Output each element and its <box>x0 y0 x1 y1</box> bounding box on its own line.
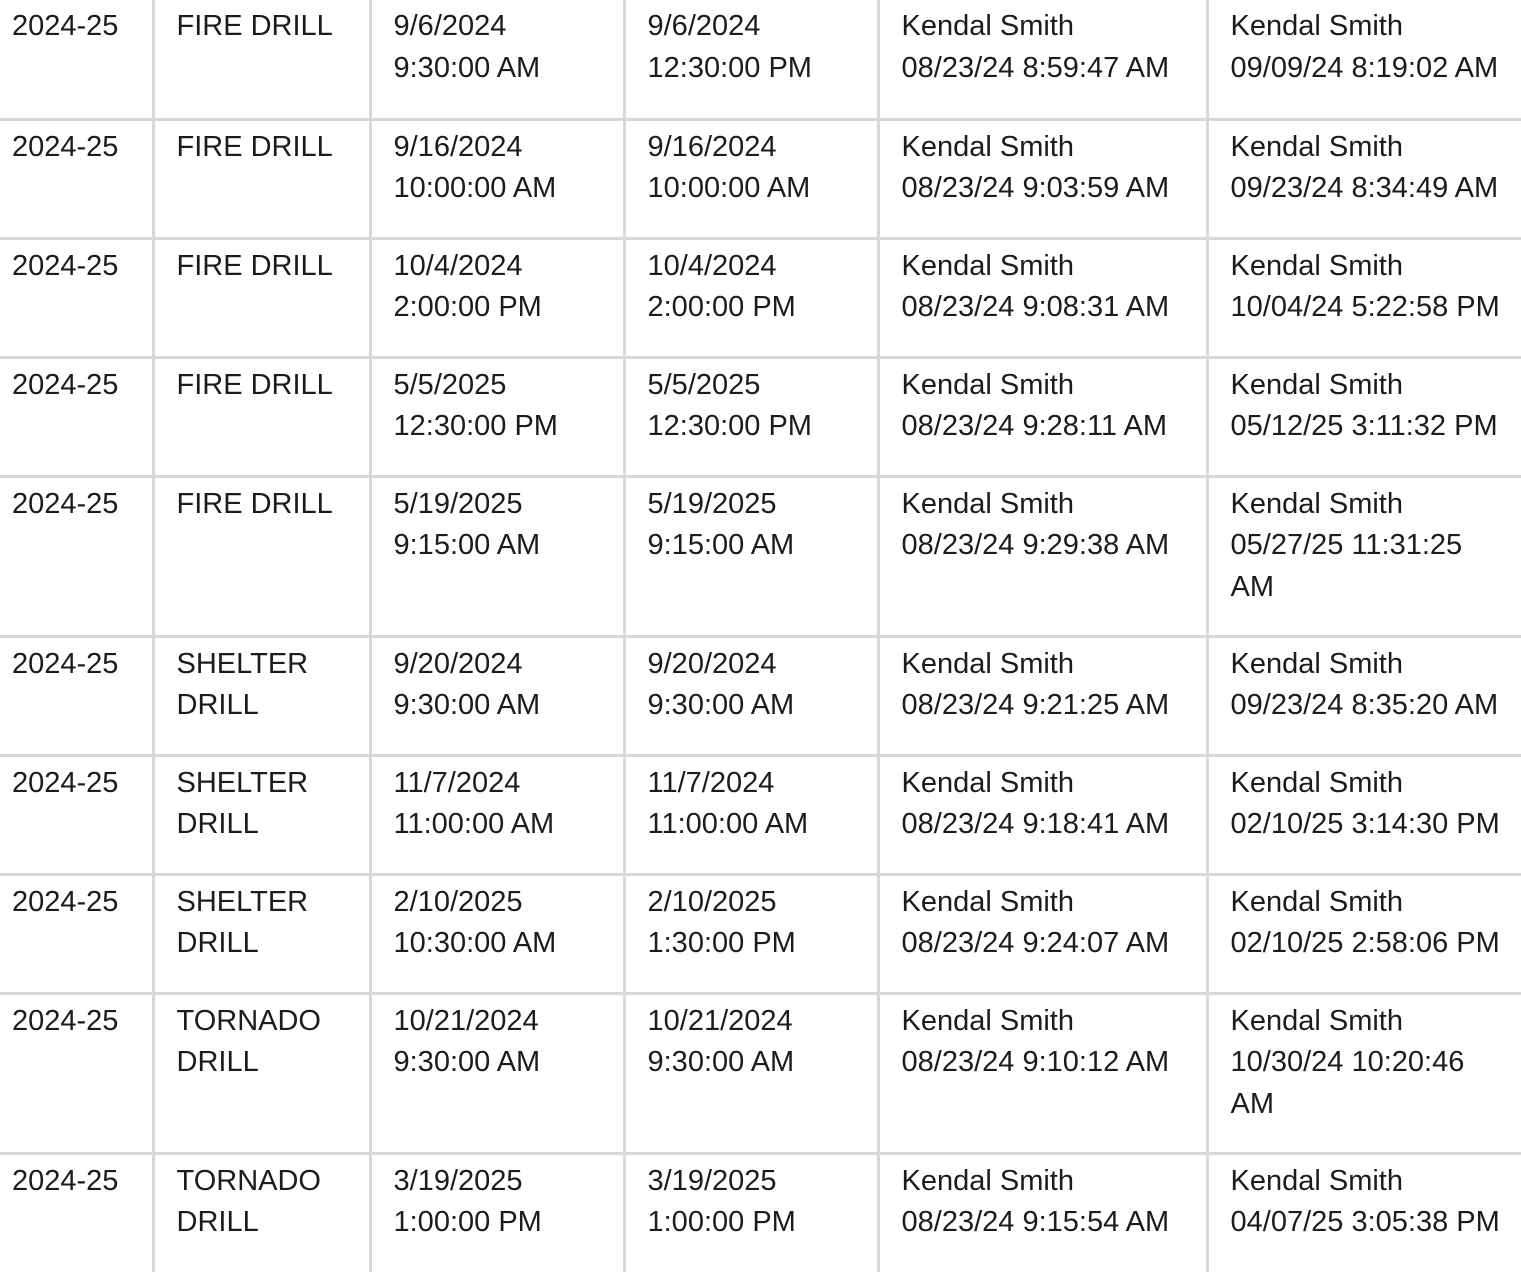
created-by: Kendal Smith <box>901 647 1074 680</box>
table-row <box>0 119 1521 238</box>
start-cell <box>370 1153 624 1272</box>
end-time: 9:15:00 AM <box>647 529 795 561</box>
start-time: 1:00:00 PM <box>393 1206 542 1238</box>
modified-cell <box>1207 119 1521 238</box>
end-date: 9/16/2024 <box>647 130 777 163</box>
start-cell <box>370 238 624 357</box>
drill-type-cell <box>153 1153 370 1272</box>
created-by: Kendal Smith <box>901 1164 1074 1197</box>
modified-by: Kendal Smith <box>1230 766 1403 799</box>
modified-by: Kendal Smith <box>1230 10 1403 42</box>
end-date: 10/4/2024 <box>647 249 777 282</box>
end-time: 11:00:00 AM <box>647 808 809 840</box>
created-cell <box>878 357 1207 476</box>
start-date: 9/16/2024 <box>393 130 523 163</box>
created-at: 08/23/24 9:21:25 AM <box>901 689 1170 721</box>
drill-type-line1: FIRE DRILL <box>176 10 333 42</box>
modified-by: Kendal Smith <box>1230 1164 1403 1197</box>
table-row <box>0 1153 1521 1272</box>
end-date: 9/20/2024 <box>647 647 777 680</box>
end-date: 5/5/2025 <box>647 368 761 401</box>
modified-at: 05/27/25 11:31:25 AM <box>1230 529 1463 603</box>
year-cell <box>0 1153 153 1272</box>
start-time: 11:00:00 AM <box>393 808 555 840</box>
end-time: 10:00:00 AM <box>647 172 811 204</box>
year-text: 2024-25 <box>12 487 119 520</box>
drill-type-cell <box>153 238 370 357</box>
table-row <box>0 357 1521 476</box>
end-cell <box>624 755 878 874</box>
modified-at: 02/10/25 2:58:06 PM <box>1230 927 1500 959</box>
start-cell <box>370 0 624 119</box>
modified-by: Kendal Smith <box>1230 885 1403 918</box>
created-at: 08/23/24 9:15:54 AM <box>901 1206 1170 1238</box>
year-cell <box>0 476 153 636</box>
modified-cell <box>1207 755 1521 874</box>
created-at: 08/23/24 9:03:59 AM <box>901 172 1170 204</box>
modified-cell <box>1207 357 1521 476</box>
modified-by: Kendal Smith <box>1230 647 1403 680</box>
start-date: 10/4/2024 <box>393 249 523 282</box>
start-time: 9:30:00 AM <box>393 689 541 721</box>
end-cell <box>624 636 878 755</box>
start-date: 10/21/2024 <box>393 1004 539 1037</box>
drill-type-cell <box>153 993 370 1153</box>
year-cell <box>0 119 153 238</box>
year-cell <box>0 636 153 755</box>
modified-at: 05/12/25 3:11:32 PM <box>1230 410 1498 442</box>
drill-type-line1: FIRE DRILL <box>176 249 333 282</box>
table-row <box>0 238 1521 357</box>
table-row <box>0 993 1521 1153</box>
drill-type-line2: DRILL <box>176 1046 259 1078</box>
end-cell <box>624 874 878 993</box>
drill-type-line1: TORNADO <box>176 1164 321 1197</box>
drill-type-line2: DRILL <box>176 808 259 840</box>
created-at: 08/23/24 9:24:07 AM <box>901 927 1170 959</box>
modified-by: Kendal Smith <box>1230 487 1403 520</box>
created-by: Kendal Smith <box>901 130 1074 163</box>
end-date: 2/10/2025 <box>647 885 777 918</box>
drill-type-line2: DRILL <box>176 689 259 721</box>
start-date: 2/10/2025 <box>393 885 523 918</box>
drill-type-line1: SHELTER <box>176 885 309 918</box>
drill-type-line1: FIRE DRILL <box>176 130 333 163</box>
modified-at: 10/30/24 10:20:46 AM <box>1230 1046 1465 1120</box>
drill-type-cell <box>153 357 370 476</box>
modified-at: 10/04/24 5:22:58 PM <box>1230 291 1500 323</box>
created-at: 08/23/24 9:08:31 AM <box>901 291 1170 323</box>
created-cell <box>878 0 1207 119</box>
drill-type-line1: SHELTER <box>176 766 309 799</box>
end-time: 2:00:00 PM <box>647 291 796 323</box>
year-cell <box>0 357 153 476</box>
start-cell <box>370 636 624 755</box>
created-by: Kendal Smith <box>901 368 1074 401</box>
drill-type-line2: DRILL <box>176 927 259 959</box>
modified-at: 09/23/24 8:35:20 AM <box>1230 689 1499 721</box>
table-row <box>0 874 1521 993</box>
created-at: 08/23/24 9:18:41 AM <box>901 808 1170 840</box>
created-cell <box>878 993 1207 1153</box>
end-cell <box>624 1153 878 1272</box>
year-text: 2024-25 <box>12 1164 119 1197</box>
start-cell <box>370 476 624 636</box>
start-date: 3/19/2025 <box>393 1164 523 1197</box>
modified-at: 09/09/24 8:19:02 AM <box>1230 51 1499 84</box>
modified-at: 04/07/25 3:05:38 PM <box>1230 1206 1500 1238</box>
start-cell <box>370 993 624 1153</box>
modified-cell <box>1207 874 1521 993</box>
modified-by: Kendal Smith <box>1230 130 1403 163</box>
created-cell <box>878 874 1207 993</box>
end-date: 3/19/2025 <box>647 1164 777 1197</box>
created-at: 08/23/24 9:28:11 AM <box>901 410 1168 442</box>
created-by: Kendal Smith <box>901 766 1074 799</box>
modified-cell <box>1207 238 1521 357</box>
start-time: 9:30:00 AM <box>393 51 541 84</box>
modified-by: Kendal Smith <box>1230 249 1403 282</box>
created-cell <box>878 636 1207 755</box>
created-cell <box>878 476 1207 636</box>
year-cell <box>0 874 153 993</box>
created-by: Kendal Smith <box>901 249 1074 282</box>
year-text: 2024-25 <box>12 766 119 799</box>
year-cell <box>0 238 153 357</box>
year-text: 2024-25 <box>12 130 119 163</box>
modified-at: 09/23/24 8:34:49 AM <box>1230 172 1499 204</box>
year-text: 2024-25 <box>12 10 119 42</box>
modified-cell <box>1207 993 1521 1153</box>
year-cell <box>0 755 153 874</box>
end-cell <box>624 476 878 636</box>
start-date: 5/5/2025 <box>393 368 507 401</box>
start-date: 9/20/2024 <box>393 647 523 680</box>
created-cell <box>878 755 1207 874</box>
drill-type-line2: DRILL <box>176 1206 259 1238</box>
end-time: 12:30:00 PM <box>647 410 812 442</box>
end-date: 11/7/2024 <box>647 766 775 799</box>
end-cell <box>624 357 878 476</box>
start-cell <box>370 755 624 874</box>
created-at: 08/23/24 9:29:38 AM <box>901 529 1170 561</box>
drill-type-cell <box>153 0 370 119</box>
start-cell <box>370 119 624 238</box>
created-by: Kendal Smith <box>901 885 1074 918</box>
created-by: Kendal Smith <box>901 487 1074 520</box>
table-row <box>0 0 1521 119</box>
start-date: 5/19/2025 <box>393 487 523 520</box>
end-date: 9/6/2024 <box>647 10 761 42</box>
year-text: 2024-25 <box>12 647 119 680</box>
drill-type-line1: TORNADO <box>176 1004 321 1037</box>
table-row <box>0 476 1521 636</box>
drill-type-cell <box>153 476 370 636</box>
start-time: 2:00:00 PM <box>393 291 542 323</box>
end-cell <box>624 993 878 1153</box>
start-time: 10:30:00 AM <box>393 927 557 959</box>
start-time: 9:30:00 AM <box>393 1046 541 1078</box>
year-text: 2024-25 <box>12 249 119 282</box>
drill-type-cell <box>153 636 370 755</box>
end-time: 9:30:00 AM <box>647 1046 795 1078</box>
start-time: 12:30:00 PM <box>393 410 558 442</box>
year-cell <box>0 0 153 119</box>
modified-by: Kendal Smith <box>1230 1004 1403 1037</box>
start-date: 9/6/2024 <box>393 10 507 42</box>
created-cell <box>878 238 1207 357</box>
end-date: 5/19/2025 <box>647 487 777 520</box>
drill-type-line1: FIRE DRILL <box>176 368 333 401</box>
end-cell <box>624 0 878 119</box>
end-date: 10/21/2024 <box>647 1004 793 1037</box>
created-at: 08/23/24 8:59:47 AM <box>901 51 1170 84</box>
drill-type-line1: FIRE DRILL <box>176 487 333 520</box>
start-time: 10:00:00 AM <box>393 172 557 204</box>
created-by: Kendal Smith <box>901 10 1074 42</box>
modified-cell <box>1207 476 1521 636</box>
end-cell <box>624 238 878 357</box>
modified-cell <box>1207 1153 1521 1272</box>
year-cell <box>0 993 153 1153</box>
drill-type-cell <box>153 755 370 874</box>
end-cell <box>624 119 878 238</box>
modified-at: 02/10/25 3:14:30 PM <box>1230 808 1500 840</box>
drill-type-cell <box>153 119 370 238</box>
year-text: 2024-25 <box>12 1004 119 1037</box>
modified-by: Kendal Smith <box>1230 368 1403 401</box>
created-cell <box>878 1153 1207 1272</box>
end-time: 1:00:00 PM <box>647 1206 796 1238</box>
created-by: Kendal Smith <box>901 1004 1074 1037</box>
start-cell <box>370 357 624 476</box>
created-at: 08/23/24 9:10:12 AM <box>901 1046 1170 1078</box>
end-time: 1:30:00 PM <box>647 927 796 959</box>
end-time: 9:30:00 AM <box>647 689 795 721</box>
year-text: 2024-25 <box>12 368 119 401</box>
table-row <box>0 755 1521 874</box>
start-date: 11/7/2024 <box>393 766 521 799</box>
start-time: 9:15:00 AM <box>393 529 541 561</box>
modified-cell <box>1207 0 1521 119</box>
modified-cell <box>1207 636 1521 755</box>
end-time: 12:30:00 PM <box>647 51 812 84</box>
drill-type-cell <box>153 874 370 993</box>
created-cell <box>878 119 1207 238</box>
year-text: 2024-25 <box>12 885 119 918</box>
table-row <box>0 636 1521 755</box>
start-cell <box>370 874 624 993</box>
drill-type-line1: SHELTER <box>176 647 309 680</box>
